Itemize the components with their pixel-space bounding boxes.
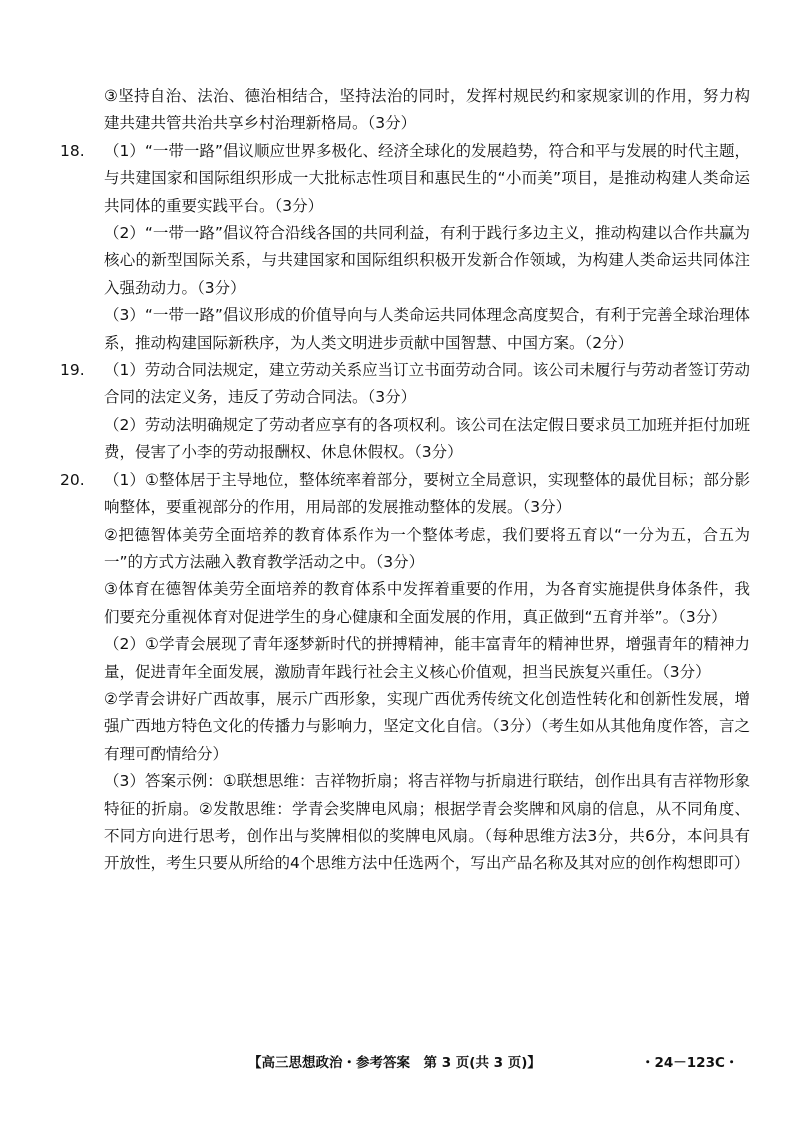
- page-footer: [0, 1051, 800, 1075]
- q18-part-3: （3）“一带一路”倡议形成的价值导向与人类命运共同体理念高度契合，有利于完善全球治理体系，推动构建国际新秩序，为人类文明进步贡献中国智慧、中国方案。（2分）: [104, 306, 750, 352]
- q19-part-2: （2）劳动法明确规定了劳动者应享有的各项权利。该公司在法定假日要求员工加班并拒付加班费，侵害了小李的劳动报酬权、休息休假权。（3分）: [104, 415, 750, 462]
- q20-part-1-point-2: ②把德智体美劳全面培养的教育体系作为一个整体考虑，我们要将五育以“一分为五，合五为一”的方式方法融入教育教学活动之中。（3分）: [104, 525, 750, 571]
- q18-part-1: （1）“一带一路”倡议顺应世界多极化、经济全球化的发展趋势，符合和平与发展的时代主题，与共建国家和国际组织形成一大批标志性项目和惠民生的“小而美”项目，是推动构建人类命运共同体的重要实践平台。（3分）: [104, 141, 750, 215]
- q18-part-2: （2）“一带一路”倡议符合沿线各国的共同利益，有利于践行多边主义，推动构建以合作共赢为核心的新型国际关系，与共建国家和国际组织积极开发新合作领域，为构建人类命运共同体注入强劲动力。（3分）: [104, 224, 750, 297]
- footer-code: ・24－123C・: [641, 1055, 739, 1071]
- question-19: [60, 357, 750, 467]
- question-number: 20.: [60, 470, 85, 489]
- q20-part-1-point-3: ③体育在德智体美劳全面培养的教育体系中发挥着重要的作用，为各育实施提供身体条件，我们要充分重视体育对促进学生的身心健康和全面发展的作用，真正做到“五育并举”。（3分）: [104, 580, 750, 626]
- question-number: 18.: [60, 141, 85, 160]
- q20-part-2-point-1: （2）①学青会展现了青年逐梦新时代的拼搏精神，能丰富青年的精神世界，增强青年的精神力量，促进青年全面发展，激励青年践行社会主义核心价值观，担当民族复兴重任。（3分）: [104, 635, 750, 681]
- q17-point-3: ③坚持自治、法治、德治相结合，坚持法治的同时，发挥村规民约和家规家训的作用，努力构建共建共管共治共享乡村治理新格局。（3分）: [104, 87, 750, 133]
- question-20: [60, 467, 750, 878]
- question-number: 19.: [60, 361, 85, 380]
- q20-part-2-point-2: ②学青会讲好广西故事，展示广西形象，实现广西优秀传统文化创造性转化和创新性发展，增强广西地方特色文化的传播力与影响力，坚定文化自信。（3分）（考生如从其他角度作答，言之有理可酌情给分）: [104, 689, 750, 763]
- q20-part-3: （3）答案示例：①联想思维：吉祥物折扇；将吉祥物与折扇进行联结，创作出具有吉祥物形象特征的折扇。②发散思维：学青会奖牌电风扇；根据学青会奖牌和风扇的信息，从不同角度、不同方向进行思考，创作出与奖牌相似的奖牌电风扇。（每种思维方法3分，共6分，本问具有开放性，考生只要从所给的4个思维方法中任选两个，写出产品名称及其对应的创作构想即可）: [104, 772, 750, 873]
- answer-content: [60, 83, 750, 878]
- q20-part-1-point-1: （1）①整体居于主导地位，整体统率着部分，要树立全局意识，实现整体的最优目标；部分影响整体，要重视部分的作用，用局部的发展推动整体的发展。（3分）: [104, 470, 750, 517]
- question-18: [60, 138, 750, 357]
- q19-part-1: （1）劳动合同法规定，建立劳动关系应当订立书面劳动合同。该公司未履行与劳动者签订劳动合同的法定义务，违反了劳动合同法。（3分）: [104, 361, 750, 407]
- footer-title: 【高三思想政治・参考答案 第 3 页(共 3 页)】: [248, 1055, 541, 1071]
